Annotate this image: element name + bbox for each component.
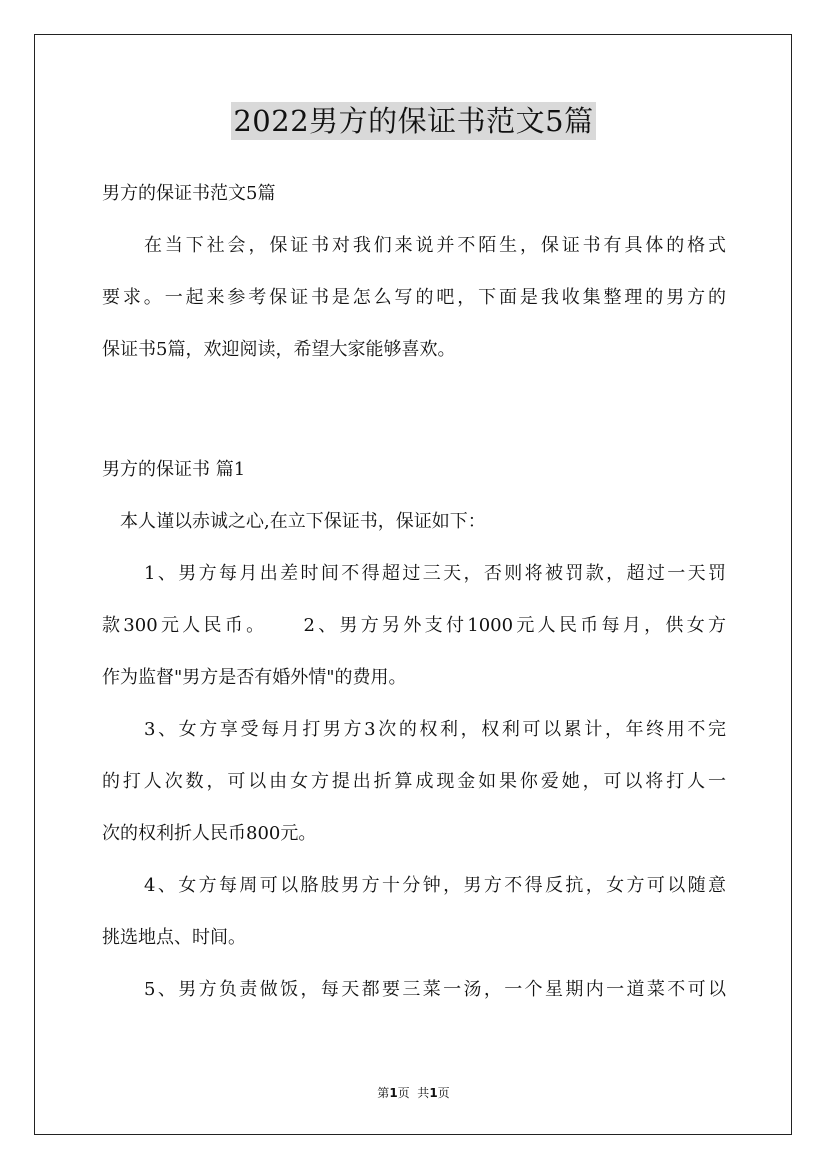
footer-suffix: 页 xyxy=(437,1086,450,1100)
footer-prefix: 第 xyxy=(377,1086,390,1100)
page-footer xyxy=(0,1084,827,1101)
footer-total-pages: 1 xyxy=(429,1086,438,1100)
intro-line-2: 要求。一起来参考保证书是怎么写的吧，下面是我收集整理的男方的 xyxy=(102,287,726,308)
item4-line-1: 4、女方每周可以胳肢男方十分钟，男方不得反抗，女方可以随意 xyxy=(144,875,726,896)
item4-line-2: 挑选地点、时间。 xyxy=(102,927,246,948)
section-heading: 男方的保证书 篇1 xyxy=(102,459,246,480)
item1-line-2: 款300元人民币。 2、男方另外支付1000元人民币每月，供女方 xyxy=(102,615,726,636)
footer-mid: 页 共 xyxy=(397,1086,430,1100)
item1-line-1: 1、男方每月出差时间不得超过三天，否则将被罚款，超过一天罚 xyxy=(144,563,726,584)
title-wrap xyxy=(0,102,827,140)
item3-line-2: 的打人次数，可以由女方提出折算成现金如果你爱她，可以将打人一 xyxy=(102,771,726,792)
item5-line-1: 5、男方负责做饭，每天都要三菜一汤，一个星期内一道菜不可以 xyxy=(144,979,726,1000)
item3-line-3: 次的权利折人民币800元。 xyxy=(102,823,317,844)
document-body xyxy=(102,176,726,1008)
item3-line-1: 3、女方享受每月打男方3次的权利，权利可以累计，年终用不完 xyxy=(144,719,726,740)
intro-line-1: 在当下社会，保证书对我们来说并不陌生，保证书有具体的格式 xyxy=(144,235,726,256)
opening-line: 本人谨以赤诚之心,在立下保证书，保证如下： xyxy=(120,511,486,532)
document-subtitle: 男方的保证书范文5篇 xyxy=(102,183,276,204)
document-title: 2022男方的保证书范文5篇 xyxy=(233,104,594,138)
footer-page-number: 1 xyxy=(389,1086,398,1100)
intro-line-3: 保证书5篇，欢迎阅读，希望大家能够喜欢。 xyxy=(102,339,456,360)
item1-line-3: 作为监督"男方是否有婚外情"的费用。 xyxy=(102,667,407,688)
